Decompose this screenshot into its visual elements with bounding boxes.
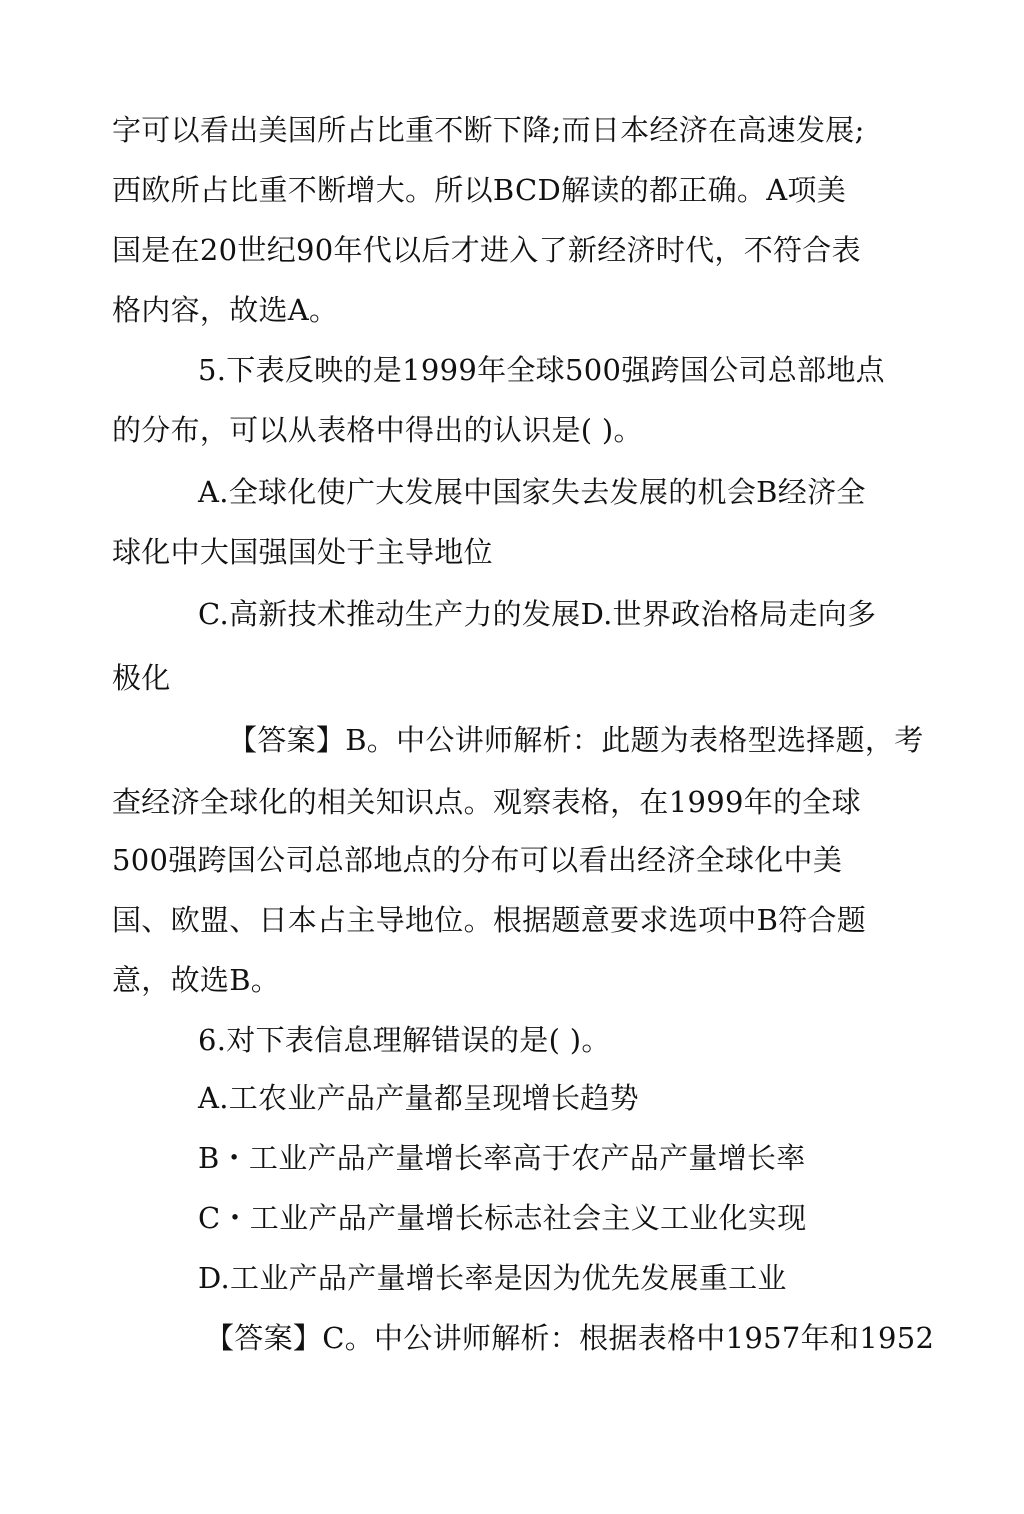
question-6-option-a: A.工农业产品产量都呈现增长趋势: [198, 1081, 639, 1115]
question-6-stem: 6.对下表信息理解错误的是( )。: [198, 1023, 611, 1057]
text-line: 国是在20世纪90年代以后才进入了新经济时代，不符合表: [112, 233, 861, 267]
question-5-answer: 【答案】B。中公讲师解析：此题为表格型选择题，考: [228, 723, 924, 757]
question-5-option-cd: C.高新技术推动生产力的发展D.世界政治格局走向多: [198, 597, 877, 631]
question-6-option-d: D.工业产品产量增长率是因为优先发展重工业: [198, 1261, 787, 1295]
question-5-stem-cont: 的分布，可以从表格中得出的认识是( )。: [112, 413, 643, 447]
question-5-stem: 5.下表反映的是1999年全球500强跨国公司总部地点: [198, 353, 885, 387]
text-line: 格内容，故选A。: [112, 293, 339, 327]
question-5-answer-cont: 国、欧盟、日本占主导地位。根据题意要求选项中B符合题: [112, 903, 867, 937]
question-5-option-cd-cont: 极化: [112, 661, 171, 695]
question-6-option-c: C・工业产品产量增长标志社会主义工业化实现: [198, 1201, 807, 1235]
question-5-option-ab: A.全球化使广大发展中国家失去发展的机会B经济全: [198, 475, 866, 509]
text-line: 西欧所占比重不断增大。所以BCD解读的都正确。A项美: [112, 173, 847, 207]
text-line: 字可以看出美国所占比重不断下降;而日本经济在高速发展;: [112, 113, 865, 147]
question-5-answer-cont: 意，故选B。: [112, 963, 281, 997]
question-5-option-ab-cont: 球化中大国强国处于主导地位: [112, 535, 493, 569]
question-5-answer-cont: 500强跨国公司总部地点的分布可以看出经济全球化中美: [112, 843, 843, 877]
question-6-option-b: B・工业产品产量增长率高于农产品产量增长率: [198, 1141, 806, 1175]
question-6-answer: 【答案】C。中公讲师解析：根据表格中1957年和1952: [205, 1321, 935, 1355]
question-5-answer-cont: 查经济全球化的相关知识点。观察表格，在1999年的全球: [112, 785, 861, 819]
